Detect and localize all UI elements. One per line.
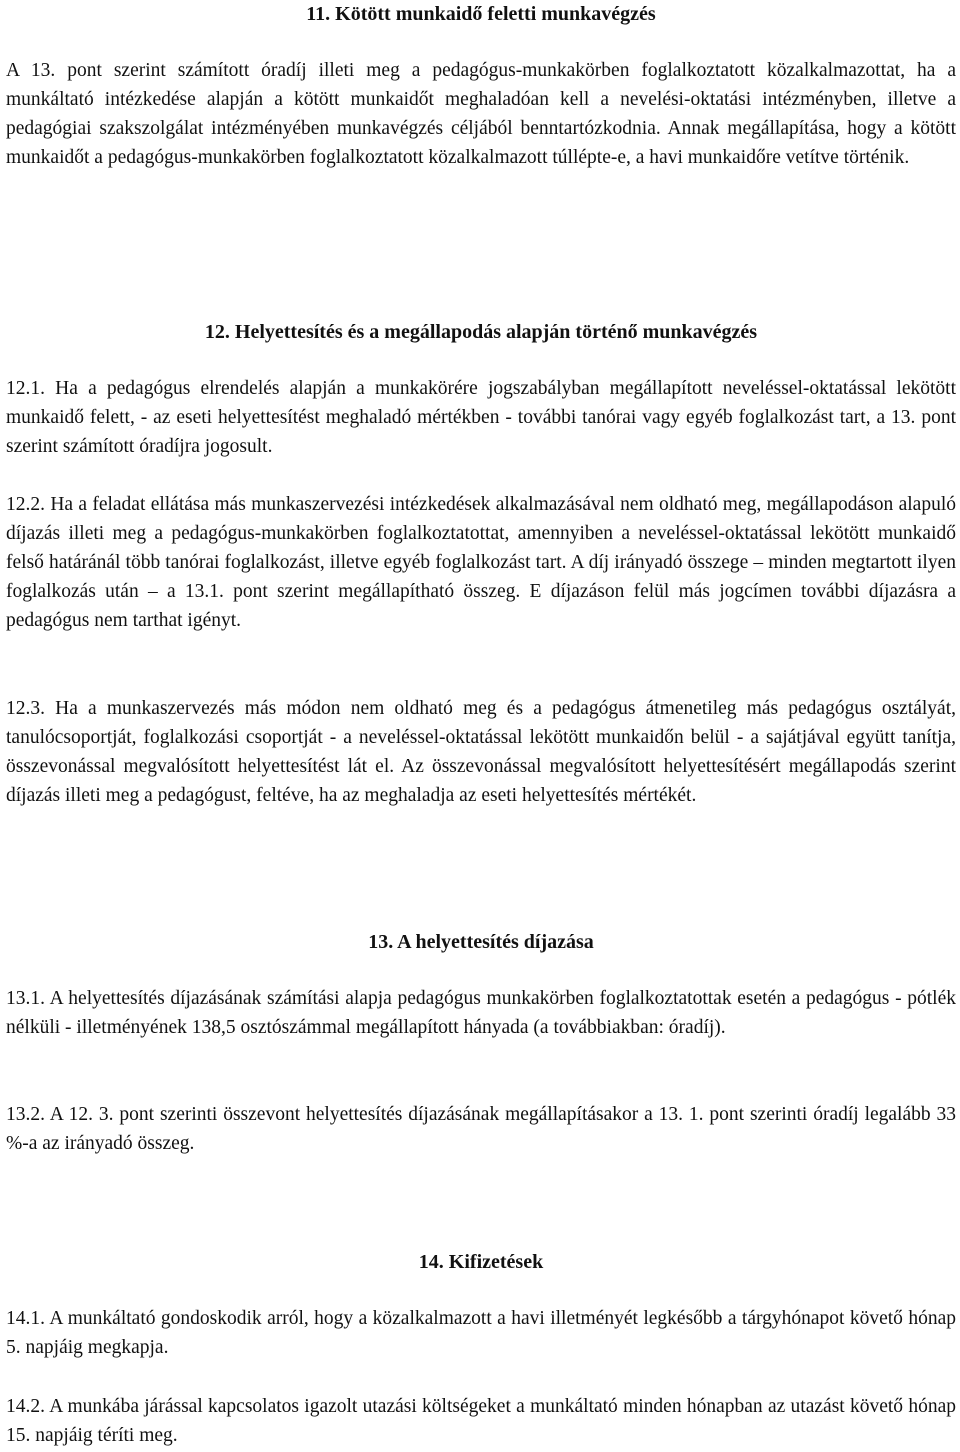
section-11-paragraph <box>6 56 956 172</box>
paragraph-13-1: 13.1. A helyettesítés díjazásának számítási alapja pedagógus munkakörben foglalkoztatottak esetén a pedagógus - pótlék nélküli - illetményének 138,5 osztószámmal megállapított hányada (a továbbiakban: óradíj). <box>6 988 956 1039</box>
paragraph-12-1: 12.1. Ha a pedagógus elrendelés alapján a munkakörére jogszabályban megállapított neveléssel-oktatással lekötött munkaidő felett, - az eseti helyettesítést meghaladó mértékben - további tanórai vagy egyéb foglalkozást tart, a 13. pont szerint számított óradíjra jogosult. <box>6 378 956 458</box>
paragraph-14-2: 14.2. A munkába járással kapcsolatos igazolt utazási költségeket a munkáltató minden hónapban az utazást követő hónap 15. napjáig téríti meg. <box>6 1396 956 1447</box>
section-11-heading: 11. Kötött munkaidő feletti munkavégzés <box>306 3 656 25</box>
section-14-heading: 14. Kifizetések <box>418 1251 544 1273</box>
section-12-heading: 12. Helyettesítés és a megállapodás alapján történő munkavégzés <box>204 321 758 343</box>
paragraph-14-1: 14.1. A munkáltató gondoskodik arról, hogy a közalkalmazott a havi illetményét legkésőbb a tárgyhónapot követő hónap 5. napjáig megkapja. <box>6 1308 956 1359</box>
paragraph-12-2: 12.2. Ha a feladat ellátása más munkaszervezési intézkedések alkalmazásával nem oldható meg, megállapodáson alapuló díjazás illeti meg a pedagógus-munkakörben foglalkoztatottat, amennyiben a neveléssel-oktatással lekötött munkaidő felső határánál több tanórai foglalkozást, illetve egyéb foglalkozást tart. A díj irányadó összege – minden megtartott ilyen foglalkozás után – a 13.1. pont szerint megállapítható összeg. E díjazáson felül más jogcímen további díjazásra a pedagógus nem tarthat igényt. <box>6 494 956 632</box>
paragraph-13-2: 13.2. A 12. 3. pont szerinti összevont helyettesítés díjazásának megállapításakor a 13. 1. pont szerinti óradíj legalább 33 %-a az irányadó összeg. <box>6 1104 956 1155</box>
section-13-heading: 13. A helyettesítés díjazása <box>368 931 594 953</box>
section-11-paragraph-part-1: A 13. pont szerint számított óradíj illeti meg a pedagógus-munkakörben foglalkoztatott közalkalmazottat, ha a munkáltató intézkedése alapján a kötött munkaidőt meghaladóan kell a nevelési-oktatási intézményben, illetve a pedagógiai szakszolgálat intézményében munkavégzés céljából benntartózkodnia. <box>6 60 956 140</box>
section-11-paragraph-part-2: Annak megállapítása, hogy a kötött munkaidőt a pedagógus-munkakörben foglalkoztatott közalkalmazott túllépte-e, a havi munkaidőre vetítve történik. <box>6 118 956 169</box>
paragraph-12-3: 12.3. Ha a munkaszervezés más módon nem oldható meg és a pedagógus átmenetileg más pedagógus osztályát, tanulócsoportját, foglalkozási csoportját - a neveléssel-oktatással lekötött munkaidőn belül - a sajátjával együtt tanítja, összevonással megvalósított helyettesítést lát el. Az összevonással megvalósított helyettesítésért megállapodás szerint díjazás illeti meg a pedagógust, feltéve, ha az meghaladja az eseti helyettesítés mértékét. <box>6 698 956 807</box>
